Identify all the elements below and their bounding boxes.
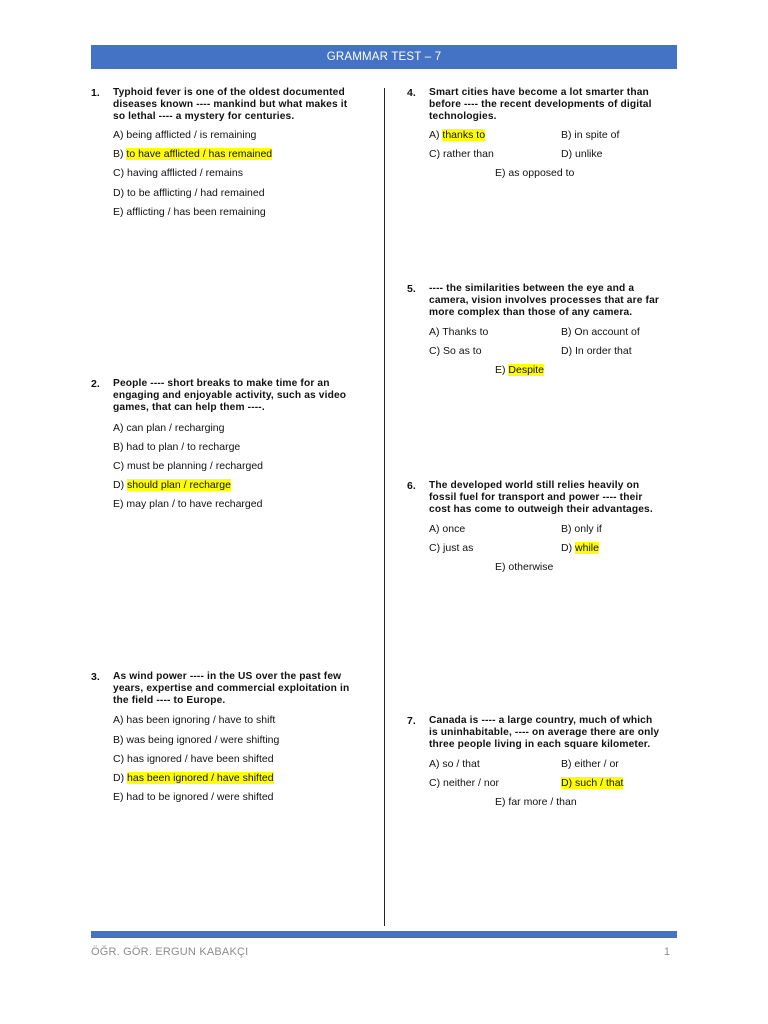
question-6 xyxy=(407,480,679,580)
highlighted-answer: has been ignored / have shifted xyxy=(127,772,274,784)
option-a[interactable]: A) thanks to xyxy=(429,129,486,141)
option-a[interactable]: A) Thanks to xyxy=(429,326,489,338)
option-b[interactable]: B) to have afflicted / has remained xyxy=(113,148,273,160)
option-a[interactable]: A) being afflicted / is remaining xyxy=(113,129,257,141)
option-c[interactable]: C) So as to xyxy=(429,345,482,357)
option-d[interactable]: D) In order that xyxy=(561,345,632,357)
header-bar xyxy=(91,45,677,69)
option-e[interactable]: E) as opposed to xyxy=(495,167,575,179)
option-a[interactable]: A) can plan / recharging xyxy=(113,422,225,434)
question-number: 7. xyxy=(407,715,416,727)
option-b[interactable]: B) On account of xyxy=(561,326,640,338)
highlighted-answer: should plan / recharge xyxy=(127,479,231,491)
option-e[interactable]: E) may plan / to have recharged xyxy=(113,498,263,510)
question-text: The developed world still relies heavily on fossil fuel for transport and power ---- their cost has come to outweigh their advantages. xyxy=(429,480,653,515)
option-d[interactable] xyxy=(561,777,623,790)
option-a[interactable]: A) has been ignoring / have to shift xyxy=(113,714,276,726)
option-e[interactable]: E) otherwise xyxy=(495,561,554,573)
question-7 xyxy=(407,715,679,815)
option-b[interactable]: B) in spite of xyxy=(561,129,620,141)
option-d[interactable]: D) to be afflicting / had remained xyxy=(113,187,265,199)
column-divider xyxy=(384,88,385,926)
option-a[interactable]: A) so / that xyxy=(429,758,480,770)
question-3 xyxy=(91,671,381,811)
question-text: Canada is ---- a large country, much of which is uninhabitable, ---- on average there are only three people living in each square kilometer. xyxy=(429,715,660,750)
option-b[interactable]: B) had to plan / to recharge xyxy=(113,441,241,453)
option-b[interactable]: B) only if xyxy=(561,523,602,535)
footer-author: ÖĞR. GÖR. ERGUN KABAKÇI xyxy=(91,946,249,958)
option-b[interactable]: B) either / or xyxy=(561,758,619,770)
highlighted-answer: D) such / that xyxy=(561,777,624,789)
question-text: Typhoid fever is one of the oldest documented diseases known ---- mankind but what makes it so lethal ---- a mystery for centuries. xyxy=(113,87,348,122)
question-text: As wind power ---- in the US over the past few years, expertise and commercial exploitation in the field ---- to Europe. xyxy=(113,671,350,706)
question-1 xyxy=(91,87,381,227)
highlighted-answer: Despite xyxy=(508,364,545,376)
option-c[interactable]: C) must be planning / recharged xyxy=(113,460,264,472)
option-e[interactable]: E) far more / than xyxy=(495,796,577,808)
option-d[interactable]: D) while xyxy=(561,542,599,554)
option-d[interactable]: D) should plan / recharge xyxy=(113,479,231,491)
page-number: 1 xyxy=(663,946,670,958)
highlighted-answer: thanks to xyxy=(442,129,486,141)
option-d[interactable]: D) unlike xyxy=(561,148,603,160)
option-c[interactable]: C) having afflicted / remains xyxy=(113,167,243,179)
question-number: 4. xyxy=(407,87,416,99)
question-number: 6. xyxy=(407,480,416,492)
option-c[interactable]: C) has ignored / have been shifted xyxy=(113,753,274,765)
option-e[interactable]: E) afflicting / has been remaining xyxy=(113,206,266,218)
question-text: ---- the similarities between the eye and a camera, vision involves processes that are far more complex than those of any camera. xyxy=(429,283,660,318)
option-c[interactable]: C) neither / nor xyxy=(429,777,500,789)
question-text: People ---- short breaks to make time for an engaging and enjoyable activity, such as video games, that can help them ----. xyxy=(113,378,347,413)
option-c[interactable]: C) rather than xyxy=(429,148,494,160)
option-a[interactable]: A) once xyxy=(429,523,466,535)
option-e[interactable]: E) Despite xyxy=(495,364,545,376)
question-number: 5. xyxy=(407,283,416,295)
question-text: Smart cities have become a lot smarter than before ---- the recent developments of digital technologies. xyxy=(429,87,652,122)
question-number: 2. xyxy=(91,378,100,390)
page-title: GRAMMAR TEST – 7 xyxy=(326,51,442,63)
question-number: 1. xyxy=(91,87,100,99)
question-5 xyxy=(407,283,679,383)
option-c[interactable]: C) just as xyxy=(429,542,474,554)
question-4 xyxy=(407,87,679,187)
question-number: 3. xyxy=(91,671,100,683)
option-e[interactable]: E) had to be ignored / were shifted xyxy=(113,791,274,803)
highlighted-answer: while xyxy=(575,542,599,554)
question-2 xyxy=(91,378,381,518)
option-b[interactable]: B) was being ignored / were shifting xyxy=(113,734,280,746)
highlighted-answer: to have afflicted / has remained xyxy=(126,148,273,160)
option-d[interactable]: D) has been ignored / have shifted xyxy=(113,772,274,784)
footer-bar xyxy=(91,931,677,938)
